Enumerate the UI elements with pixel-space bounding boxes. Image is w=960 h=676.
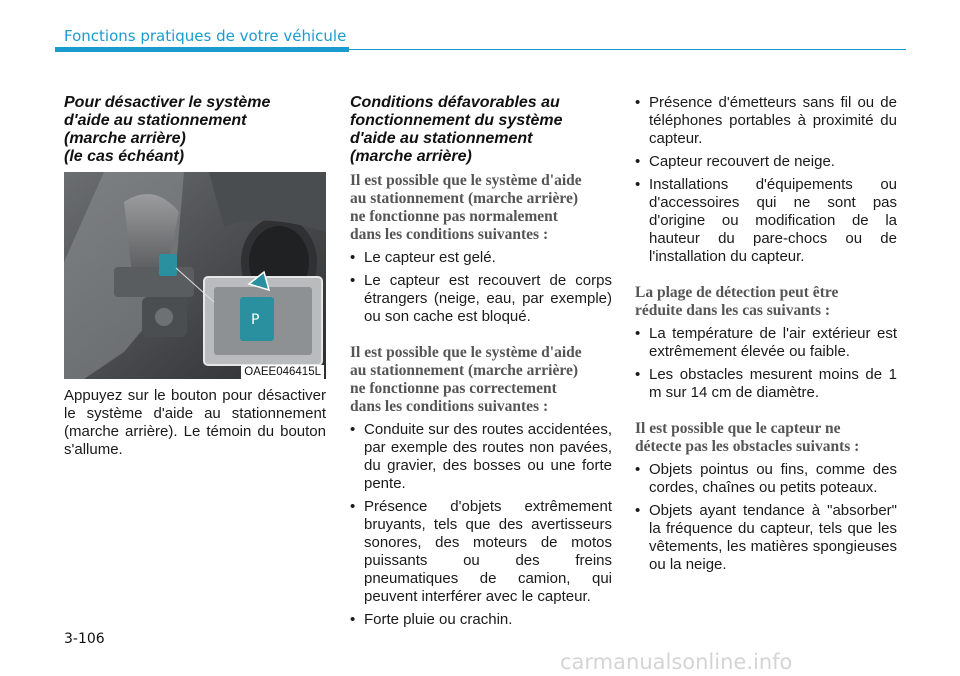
list-item: • La température de l'air extérieur est extrêmement élevée ou faible.	[635, 325, 897, 361]
heading-disable-system	[64, 94, 326, 166]
subheading-reduced-range	[635, 284, 897, 320]
body-disable-instructions: Appuyez sur le bouton pour désactiver le système d'aide au stationnement (marche arrière). Le témoin du bouton s'allume.	[64, 387, 326, 458]
subheading-line: La plage de détection peut être	[635, 284, 839, 301]
subheading-line: réduite dans les cas suivants :	[635, 302, 831, 319]
list-undetected-obstacles	[635, 461, 897, 574]
parking-sensor-button	[159, 254, 177, 276]
header-rule-thin	[349, 49, 906, 50]
heading-line: Pour désactiver le système	[64, 94, 271, 111]
heading-line: (marche arrière)	[64, 130, 186, 147]
svg-text:P: P	[251, 312, 260, 328]
figure-label: OAEE046415L	[241, 365, 324, 379]
list-incorrect-conditions	[350, 421, 612, 629]
subheading-line: ne fonctionne pas correctement	[350, 380, 557, 397]
list-item: • Forte pluie ou crachin.	[350, 611, 612, 629]
heading-line: (marche arrière)	[350, 148, 472, 165]
heading-line: Conditions défavorables au	[350, 94, 560, 111]
list-continued-conditions	[635, 94, 897, 266]
subheading-incorrect	[350, 344, 612, 416]
list-item: • Présence d'émetteurs sans fil ou de téléphones portables à proximité du capteur.	[635, 94, 897, 148]
section-title: Fonctions pratiques de votre véhicule	[64, 27, 347, 45]
column-1	[64, 94, 326, 459]
list-item: • Conduite sur des routes accidentées, par exemple des routes non pavées, du gravier, des bosses ou une forte pente.	[350, 421, 612, 493]
heading-line: (le cas échéant)	[64, 148, 185, 165]
subheading-line: détecte pas les obstacles suivants :	[635, 438, 860, 455]
subheading-line: dans les conditions suivantes :	[350, 398, 549, 415]
console-photo	[64, 172, 326, 379]
list-item: • Capteur recouvert de neige.	[635, 153, 897, 171]
list-item: • Présence d'objets extrêmement bruyants, tels que des avertisseurs sonores, des moteurs de motos puissants ou des freins pneumatiques de camion, qui peuvent interférer avec le capteur.	[350, 498, 612, 606]
subheading-line: Il est possible que le système d'aide	[350, 344, 582, 361]
console-illustration	[64, 172, 326, 379]
subheading-abnormal	[350, 172, 612, 244]
page-header	[0, 0, 960, 56]
heading-line: d'aide au stationnement	[64, 112, 247, 129]
list-item: • Le capteur est recouvert de corps étrangers (neige, eau, par exemple) ou son cache est bloqué.	[350, 272, 612, 326]
page-number: 3-106	[64, 631, 105, 647]
list-item: • Objets pointus ou fins, comme des cordes, chaînes ou petits poteaux.	[635, 461, 897, 497]
column-2	[350, 94, 612, 647]
list-item: • Installations d'équipements ou d'accessoires qui ne sont pas d'origine ou modification de la hauteur du pare-chocs ou de l'installation du capteur.	[635, 176, 897, 266]
watermark: carmanualsonline.info	[560, 650, 793, 674]
subheading-line: au stationnement (marche arrière)	[350, 362, 578, 379]
column-3	[635, 94, 897, 592]
subheading-line: ne fonctionne pas normalement	[350, 208, 558, 225]
list-abnormal-conditions	[350, 249, 612, 326]
subheading-line: au stationnement (marche arrière)	[350, 190, 578, 207]
list-item: • Les obstacles mesurent moins de 1 m sur 14 cm de diamètre.	[635, 366, 897, 402]
subheading-line: dans les conditions suivantes :	[350, 226, 549, 243]
subheading-line: Il est possible que le capteur ne	[635, 420, 841, 437]
heading-line: fonctionnement du système	[350, 112, 563, 129]
subheading-line: Il est possible que le système d'aide	[350, 172, 582, 189]
heading-unfavorable-conditions	[350, 94, 612, 166]
header-rule-thick	[55, 47, 349, 52]
list-item: • Le capteur est gelé.	[350, 249, 612, 267]
list-reduced-range	[635, 325, 897, 402]
subheading-undetected-obstacles	[635, 420, 897, 456]
list-item: • Objets ayant tendance à "absorber" la fréquence du capteur, tels que les vêtements, les matières spongieuses ou la neige.	[635, 502, 897, 574]
heading-line: d'aide au stationnement	[350, 130, 533, 147]
